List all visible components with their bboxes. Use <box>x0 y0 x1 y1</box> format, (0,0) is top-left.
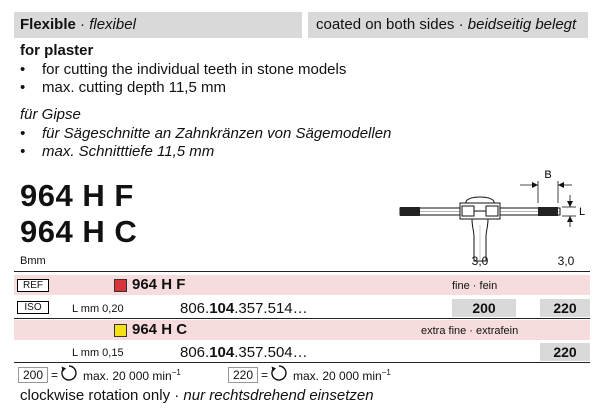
divider <box>14 318 590 319</box>
color-swatch-yellow <box>114 324 127 337</box>
rpm-shank-box-200: 200 <box>18 367 48 383</box>
flexibel-label: flexibel <box>89 16 136 33</box>
separator: · <box>75 16 90 33</box>
header-product-type <box>14 12 302 38</box>
ref-tag: REF <box>17 279 49 292</box>
variant-model-hf: 964 H F <box>132 276 186 293</box>
b-value-col1: 3,0 <box>471 254 489 268</box>
german-bullet: • max. Schnitttiefe 11,5 mm <box>20 143 215 160</box>
clockwise-rotation-icon <box>60 364 78 382</box>
flexible-label: Flexible <box>20 16 76 33</box>
b-value-col2: 3,0 <box>557 254 575 268</box>
rotation-note: clockwise rotation only · nur rechtsdrehend einsetzen <box>20 387 374 404</box>
header-coating <box>308 12 588 38</box>
b-dimension-label: Bmm <box>20 255 46 267</box>
clockwise-rotation-icon <box>270 364 288 382</box>
german-bullet: • für Sägeschnitte an Zahnkränzen von Sägemodellen <box>20 125 392 142</box>
equals-sign: = <box>51 368 59 382</box>
l-thickness-hf: L mm 0,20 <box>72 303 124 315</box>
dimension-b-label: B <box>544 169 552 181</box>
english-title: for plaster <box>20 42 94 59</box>
l-thickness-hc: L mm 0,15 <box>72 347 124 359</box>
bullet-icon: • <box>20 125 26 142</box>
shank-220-value: 220 <box>553 344 577 360</box>
coating-right <box>538 207 558 216</box>
divider <box>14 362 590 363</box>
rpm-shank-box-220: 220 <box>228 367 258 383</box>
dimension-l-label: L <box>578 206 586 218</box>
shank-220-value: 220 <box>553 300 577 316</box>
bullet-icon: • <box>20 61 26 78</box>
variant-row-hf <box>14 275 590 295</box>
grit-label-fine: fine · fein <box>452 280 498 292</box>
shank-200-value: 200 <box>472 300 496 316</box>
bullet-icon: • <box>20 143 26 160</box>
variant-model-hc: 964 H C <box>132 321 188 338</box>
model-number-hc: 964 H C <box>20 214 138 249</box>
disc-diagram <box>390 165 590 265</box>
english-bullet: • max. cutting depth 11,5 mm <box>20 79 226 96</box>
coated-label: coated on both sides <box>316 16 455 33</box>
english-bullet: • for cutting the individual teeth in stone models <box>20 61 347 78</box>
rpm-max-200: max. 20 000 $\min^{-1}$ <box>83 368 181 383</box>
bullet-icon: • <box>20 79 26 96</box>
separator: · <box>454 16 468 33</box>
article-code-hc: 806.104.357.504… <box>180 344 308 361</box>
belegt-label: beidseitig belegt <box>467 16 577 33</box>
german-title: für Gipse <box>20 106 81 123</box>
equals-sign: = <box>261 368 269 382</box>
coating-left <box>400 207 420 216</box>
grit-label-extrafine: extra fine · extrafein <box>421 325 519 337</box>
divider <box>14 271 590 272</box>
color-swatch-red <box>114 279 127 292</box>
article-code-hf: 806.104.357.514… <box>180 300 308 317</box>
iso-tag: ISO <box>17 301 49 314</box>
model-number-hf: 964 H F <box>20 178 134 213</box>
rpm-max-220: max. 20 000 $\min^{-1}$ <box>293 368 391 383</box>
